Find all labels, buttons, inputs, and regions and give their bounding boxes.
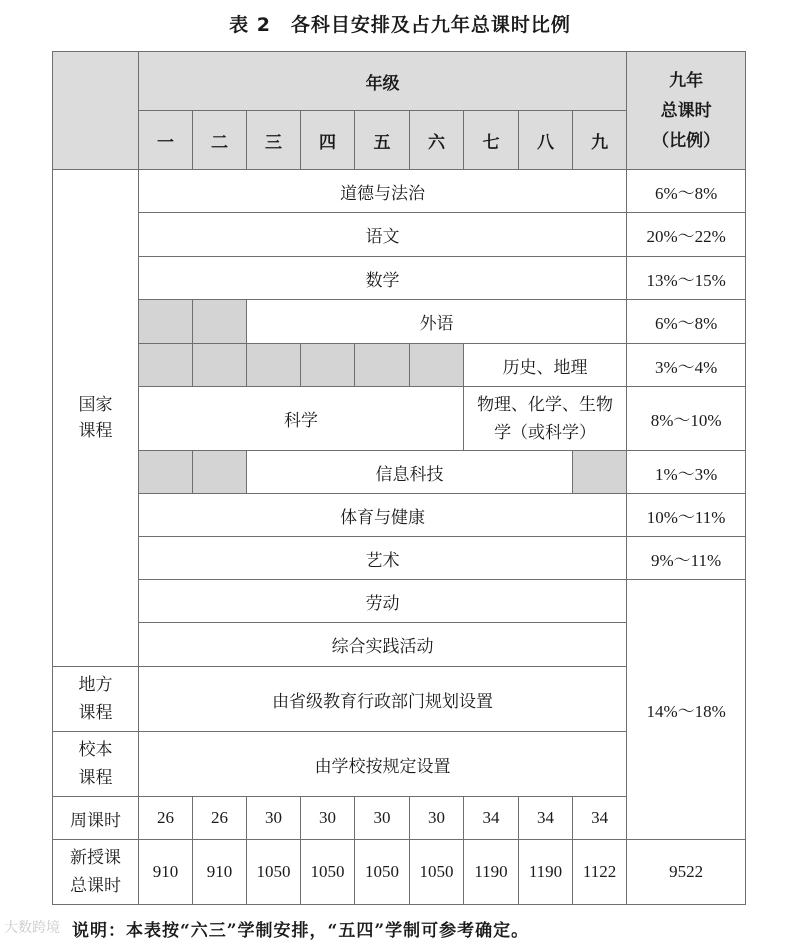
empty-grade-cell [573,451,627,494]
subject-morality: 道德与法治 [139,170,627,213]
subject-labor: 劳动 [139,580,627,623]
grade-3-header: 三 [247,111,301,170]
row-chinese [53,213,746,257]
total-sum: 9522 [627,840,746,905]
weekly-grade-5: 30 [355,797,410,840]
subject-art: 艺术 [139,537,627,580]
ratio-chinese: 20%～22% [627,213,746,257]
grade-9-header: 九 [573,111,627,170]
subject-science-upper [464,387,627,451]
subject-chinese: 语文 [139,213,627,257]
course-allocation-table [52,51,746,905]
subject-practice: 综合实践活动 [139,623,627,667]
empty-grade-cell [193,451,247,494]
row-pe [53,494,746,537]
total-grade-8: 1190 [519,840,573,905]
ratio-math: 13%～15% [627,257,746,300]
local-course-label [53,667,139,732]
science-upper-line-1: 物理、化学、生物 [477,394,614,415]
ratio-science: 8%～10% [627,387,746,451]
total-grade-2: 910 [193,840,247,905]
total-grade-1: 910 [139,840,193,905]
ratio-pe: 10%～11% [627,494,746,537]
subject-foreign: 外语 [247,300,627,344]
subject-history: 历史、地理 [464,344,627,387]
weekly-grade-7: 34 [464,797,519,840]
empty-grade-cell [139,344,193,387]
empty-grade-cell [247,344,301,387]
ratio-shared: 14%～18% [627,580,746,840]
school-label-line-1: 校本 [78,740,113,760]
grade-5-header: 五 [355,111,410,170]
total-grade-4: 1050 [301,840,355,905]
ratio-art: 9%～11% [627,537,746,580]
national-course-label [53,170,139,667]
total-grade-5: 1050 [355,840,410,905]
total-header-line-3: （比例） [652,130,721,151]
weekly-grade-3: 30 [247,797,301,840]
total-label-line-2: 总课时 [70,876,121,896]
school-course-label [53,732,139,797]
row-total [53,840,746,905]
weekly-label: 周课时 [53,797,139,840]
national-label-line-2: 课程 [78,421,113,441]
total-label-line-1: 新授课 [70,848,121,868]
row-it [53,451,746,494]
row-history [53,344,746,387]
local-label-line-2: 课程 [78,703,113,723]
local-label-line-1: 地方 [78,675,113,695]
subject-it: 信息科技 [247,451,573,494]
weekly-grade-6: 30 [410,797,464,840]
row-art [53,537,746,580]
ratio-morality: 6%～8% [627,170,746,213]
header-row-1 [53,52,746,111]
empty-grade-cell [139,451,193,494]
total-label [53,840,139,905]
grade-4-header: 四 [301,111,355,170]
weekly-grade-1: 26 [139,797,193,840]
footnote: 说明：本表按“六三”学制安排，“五四”学制可参考确定。 [72,921,530,941]
grade-header: 年级 [139,52,627,111]
grade-8-header: 八 [519,111,573,170]
empty-grade-cell [410,344,464,387]
subject-math: 数学 [139,257,627,300]
empty-grade-cell [139,300,193,344]
science-upper-line-2: 学（或科学） [494,422,597,443]
total-grade-3: 1050 [247,840,301,905]
grade-2-header: 二 [193,111,247,170]
row-morality [53,170,746,213]
empty-grade-cell [193,300,247,344]
grade-1-header: 一 [139,111,193,170]
watermark: 大数跨境 [4,920,60,936]
school-label-line-2: 课程 [78,768,113,788]
row-labor [53,580,746,623]
row-foreign [53,300,746,344]
total-ratio-header [627,52,746,170]
empty-grade-cell [355,344,410,387]
subject-science-lower: 科学 [139,387,464,451]
weekly-grade-8: 34 [519,797,573,840]
weekly-grade-4: 30 [301,797,355,840]
total-grade-7: 1190 [464,840,519,905]
ratio-foreign: 6%～8% [627,300,746,344]
grade-7-header: 七 [464,111,519,170]
table-title: 表 2 各科目安排及占九年总课时比例 [229,14,571,36]
weekly-grade-2: 26 [193,797,247,840]
empty-grade-cell [301,344,355,387]
row-math [53,257,746,300]
total-header-line-2: 总课时 [660,100,712,121]
subject-local: 由省级教育行政部门规划设置 [139,667,627,732]
ratio-history: 3%～4% [627,344,746,387]
subject-pe: 体育与健康 [139,494,627,537]
total-grade-6: 1050 [410,840,464,905]
national-label-line-1: 国家 [78,395,113,415]
subject-school: 由学校按规定设置 [139,732,627,797]
row-science [53,387,746,451]
ratio-it: 1%～3% [627,451,746,494]
weekly-grade-9: 34 [573,797,627,840]
grade-6-header: 六 [410,111,464,170]
total-header-line-1: 九年 [669,70,704,91]
empty-grade-cell [193,344,247,387]
header-corner-cell [53,52,139,170]
total-grade-9: 1122 [573,840,627,905]
